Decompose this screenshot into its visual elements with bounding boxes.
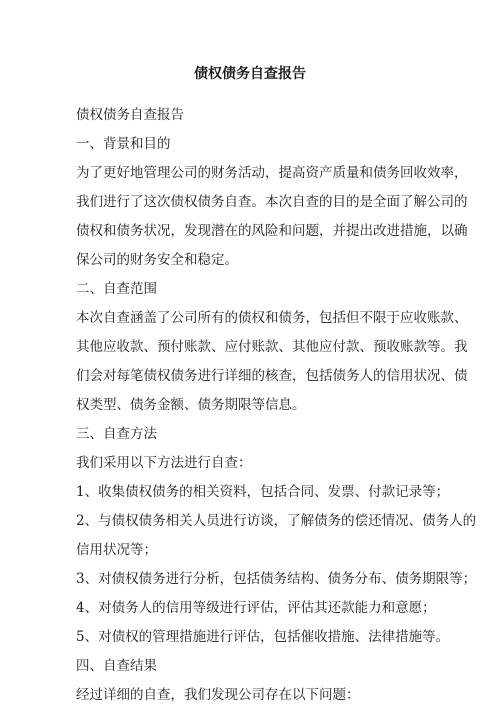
- body-line: 债权和债务状况，发现潜在的风险和问题，并提出改进措施，以确: [76, 223, 468, 239]
- list-item-1: 1、收集债权债务的相关资料，包括合同、发票、付款记录等；: [76, 484, 450, 500]
- section-heading-scope: 二、自查范围: [76, 281, 157, 297]
- body-line: 权类型、债务金额、债务期限等信息。: [76, 397, 306, 413]
- body-line: 其他应收款、预付账款、应付账款、其他应付款、预收账款等。我: [76, 339, 468, 355]
- body-line: 经过详细的自查，我们发现公司存在以下问题：: [76, 687, 360, 703]
- body-line: 们会对每笔债权债务进行详细的核查，包括债务人的信用状况、债: [76, 368, 468, 384]
- document-body: [76, 101, 477, 710]
- body-line: 为了更好地管理公司的财务活动，提高资产质量和债务回收效率，: [76, 165, 468, 181]
- body-line: 本次自查涵盖了公司所有的债权和债务，包括但不限于应收账款、: [76, 310, 468, 326]
- list-item-5: 5、对债权的管理措施进行评估，包括催收措施、法律措施等。: [76, 629, 450, 645]
- list-item-4: 4、对债务人的信用等级进行评估，评估其还款能力和意愿；: [76, 600, 436, 616]
- subtitle-line: 债权债务自查报告: [76, 107, 184, 123]
- body-line: 我们采用以下方法进行自查：: [76, 455, 252, 471]
- body-line: 保公司的财务安全和稳定。: [76, 252, 238, 268]
- section-heading-background: 一、背景和目的: [76, 136, 171, 152]
- body-line: 我们进行了这次债权债务自查。本次自查的目的是全面了解公司的: [76, 194, 468, 210]
- document-title: 债权债务自查报告: [194, 66, 306, 82]
- section-heading-results: 四、自查结果: [76, 658, 157, 674]
- list-item-2: 2、与债权债务相关人员进行访谈，了解债务的偿还情况、债务人的: [76, 513, 477, 529]
- list-item-2-continued: 信用状况等；: [76, 542, 157, 558]
- section-heading-method: 三、自查方法: [76, 426, 157, 442]
- list-item-3: 3、对债权债务进行分析，包括债务结构、债务分布、债务期限等；: [76, 571, 477, 587]
